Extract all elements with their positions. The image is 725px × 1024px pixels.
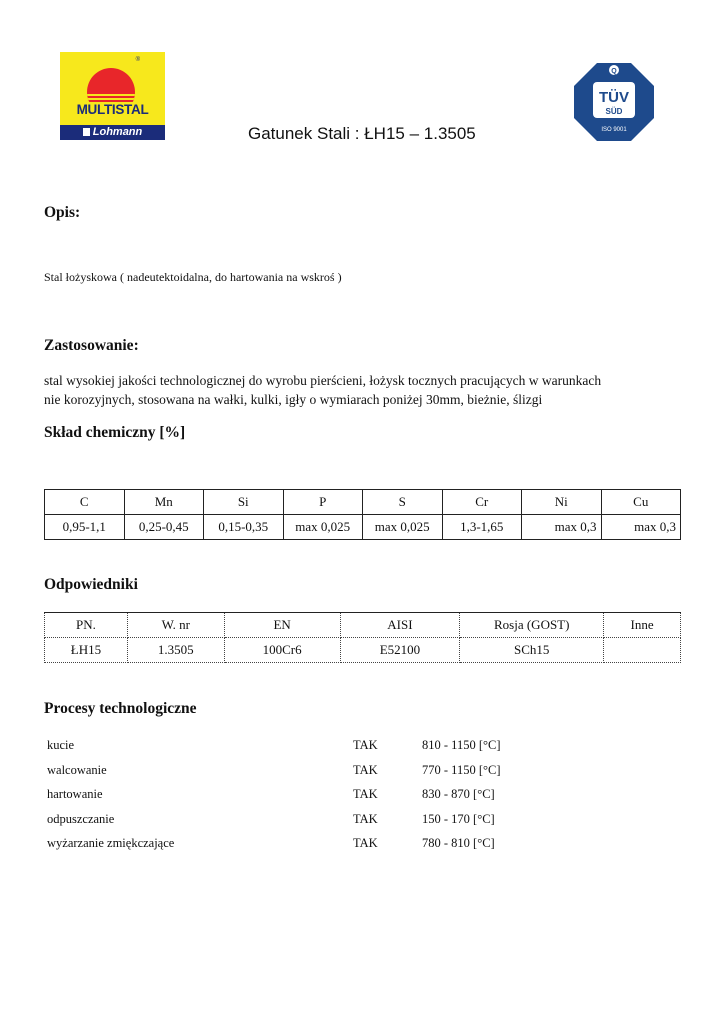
table-header-cell: Mn [124,490,204,515]
table-cell: 0,95-1,1 [45,515,125,540]
table-header-cell: Inne [604,613,681,638]
processes-heading: Procesy technologiczne [44,700,197,717]
process-flag: TAK [353,762,378,777]
tuv-certification-icon [573,62,655,142]
table-header-cell: Cu [601,490,681,515]
process-flag: TAK [353,787,378,801]
equivalents-heading: Odpowiedniki [44,576,138,593]
logo-square-icon [83,128,90,136]
logo-brand: MULTISTAL [76,102,149,117]
tuv-letter: Q [611,68,617,75]
description-text: Stal łożyskowa ( nadeutektoidalna, do hartowania na wskroś ) [44,270,342,284]
description-heading: Opis: [44,204,81,221]
table-cell: 1,3-1,65 [442,515,522,540]
table-cell: 0,25-0,45 [124,515,204,540]
table-cell: max 0,3 [522,515,602,540]
table-cell: max 0,025 [283,515,363,540]
table-cell [604,638,681,663]
process-name: odpuszczanie [47,811,115,826]
table-cell: 100Cr6 [224,638,340,663]
page-title: Gatunek Stali : ŁH15 – 1.3505 [248,124,476,143]
process-temperature: 770 - 1150 [°C] [422,762,501,777]
process-flag: TAK [353,811,378,826]
table-header-cell: P [283,490,363,515]
table-header-cell: S [363,490,443,515]
table-cell: 1.3505 [127,638,224,663]
application-heading: Zastosowanie: [44,337,139,354]
list-item [44,785,564,810]
process-temperature: 830 - 870 [°C] [422,787,495,801]
chemical-heading: Skład chemiczny [%] [44,424,186,441]
tuv-sub: SÜD [605,107,623,116]
table-cell: SCh15 [460,638,604,663]
table-header-cell: PN. [45,613,128,638]
process-temperature: 780 - 810 [°C] [422,836,495,850]
table-header-cell: Si [204,490,284,515]
table-header-cell: AISI [340,613,460,638]
process-name: kucie [47,738,75,752]
tuv-norm: ISO 9001 [601,127,627,133]
table-cell: 0,15-0,35 [204,515,284,540]
chemical-composition-table [44,489,681,540]
company-logo [60,52,165,140]
table-header-row [45,613,681,638]
tuv-mark: TÜV [599,89,629,106]
process-list [44,736,564,859]
application-line-1: stal wysokiej jakości technologicznej do wyrobu pierścieni, łożysk tocznych pracujących w warunkach [44,373,602,388]
application-line-2: nie korozyjnych, stosowana na wałki, kulki, igły o wymiarach poniżej 30mm, bieżnie, ślizgi [44,392,543,407]
table-header-cell: C [45,490,125,515]
logo-sub [60,125,165,140]
list-item [44,810,564,835]
table-header-cell: EN [224,613,340,638]
table-row [45,515,681,540]
list-item [44,761,564,786]
table-header-row [45,490,681,515]
process-name: walcowanie [47,762,107,777]
table-header-cell: Ni [522,490,602,515]
sun-emblem-icon [60,52,165,102]
equivalents-table [44,612,681,663]
table-cell: max 0,025 [363,515,443,540]
process-flag: TAK [353,738,378,752]
process-name: wyżarzanie zmiękczające [47,836,175,850]
table-header-cell: Cr [442,490,522,515]
table-header-cell: Rosja (GOST) [460,613,604,638]
table-cell: ŁH15 [45,638,128,663]
table-row [45,638,681,663]
registered-mark-icon: ® [135,57,140,63]
process-flag: TAK [353,836,378,850]
list-item [44,834,564,859]
logo-sub-text: Lohmann [92,126,143,138]
list-item [44,736,564,761]
process-temperature: 150 - 170 [°C] [422,811,495,826]
table-cell: E52100 [340,638,460,663]
process-temperature: 810 - 1150 [°C] [422,738,501,752]
table-header-cell: W. nr [127,613,224,638]
process-name: hartowanie [47,787,103,801]
table-cell: max 0,3 [601,515,681,540]
